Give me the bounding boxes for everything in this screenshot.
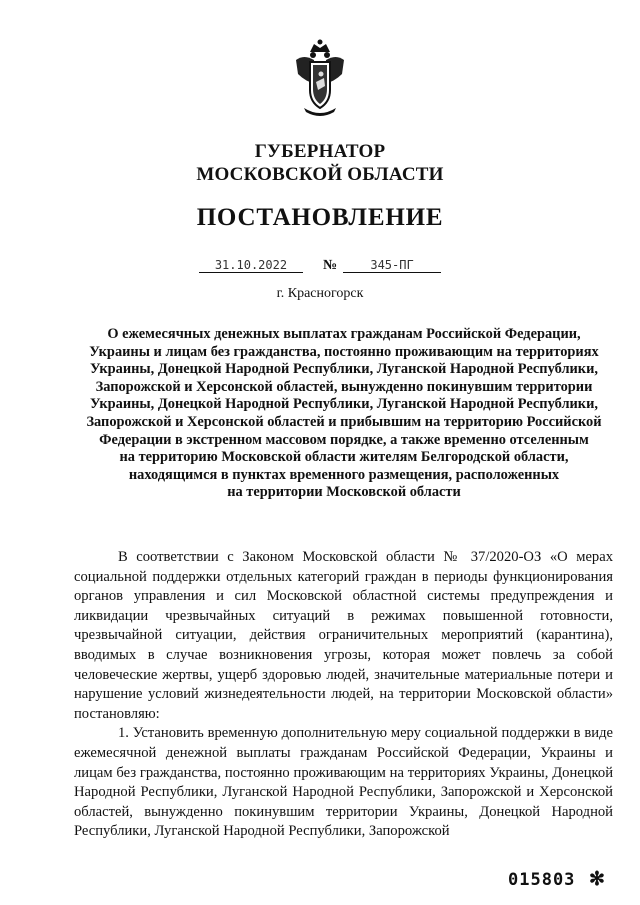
serial-number: 015803 bbox=[508, 870, 576, 890]
document-type: ПОСТАНОВЛЕНИЕ bbox=[196, 204, 444, 231]
issuer-block bbox=[0, 140, 640, 186]
title-line: Украины, Донецкой Народной Республики, Луганской Народной Республики, bbox=[89, 361, 598, 378]
place-of-issue: г. Красногорск bbox=[276, 286, 364, 301]
title-line: Запорожской и Херсонской областей, вынужденно покинувшим территории bbox=[95, 378, 593, 395]
document-title bbox=[74, 326, 614, 502]
title-line: О ежемесячных денежных выплатах гражданам Российской Федерации, bbox=[107, 326, 581, 342]
title-line: на территории Московской области bbox=[227, 484, 461, 501]
coat-of-arms-icon bbox=[294, 38, 346, 118]
title-line: на территорию Московской области жителям Белгородской области, bbox=[119, 449, 569, 466]
number-sign: № bbox=[322, 258, 338, 273]
issuer-region: МОСКОВСКОЙ ОБЛАСТИ bbox=[196, 164, 444, 185]
issuer-title: ГУБЕРНАТОР bbox=[254, 141, 386, 162]
date-number-line bbox=[0, 258, 640, 274]
title-line: Запорожской и Херсонской областей и прибывшим на территорию Российской bbox=[86, 413, 602, 430]
document-number: 345-ПГ bbox=[343, 258, 441, 273]
document-body bbox=[74, 548, 613, 842]
preamble-paragraph: В соответствии с Законом Московской области № 37/2020-ОЗ «О мерах социальной поддержки отдельных категорий граждан в периоды функционирования органов управления и сил Московской областной системы предупреждения и ликвидации чрезвычайных ситуаций в режимах повышенной готовности, чрезвычайной ситуации, действия ограничительных мероприятий (карантина), вводимых в случае возникновения угрозы, которая может повлечь за собой человеческие жертвы, ущерб здоровью людей, значительные материальные потери и нарушение условий жизнедеятельности людей, на территории Московской области» постановляю: bbox=[74, 549, 613, 722]
snowflake-mark-icon: ✻ bbox=[589, 869, 605, 890]
clause-1-paragraph: 1. Установить временную дополнительную меру социальной поддержки в виде ежемесячной денежной выплаты гражданам Российской Федерации, Украины и лицам без гражданства, постоянно проживающим на территориях Украины, Донецкой Народной Республики, Луганской Народной Республики, Запорожской и Херсонской областей, вынужденно покинувшим территории Украины, Донецкой Народной Республики, Луганской Народной Республики, Запорожской bbox=[74, 725, 613, 840]
title-line: Украины, Донецкой Народной Республики, Луганской Народной Республики, bbox=[89, 396, 598, 413]
document-date: 31.10.2022 bbox=[199, 258, 303, 273]
title-line: находящимся в пунктах временного размещения, расположенных bbox=[128, 466, 560, 483]
title-line: Федерации в экстренном массовом порядке, а также временно отселенным bbox=[99, 431, 589, 448]
title-line: Украины и лицам без гражданства, постоянно проживающим на территориях bbox=[89, 343, 599, 360]
